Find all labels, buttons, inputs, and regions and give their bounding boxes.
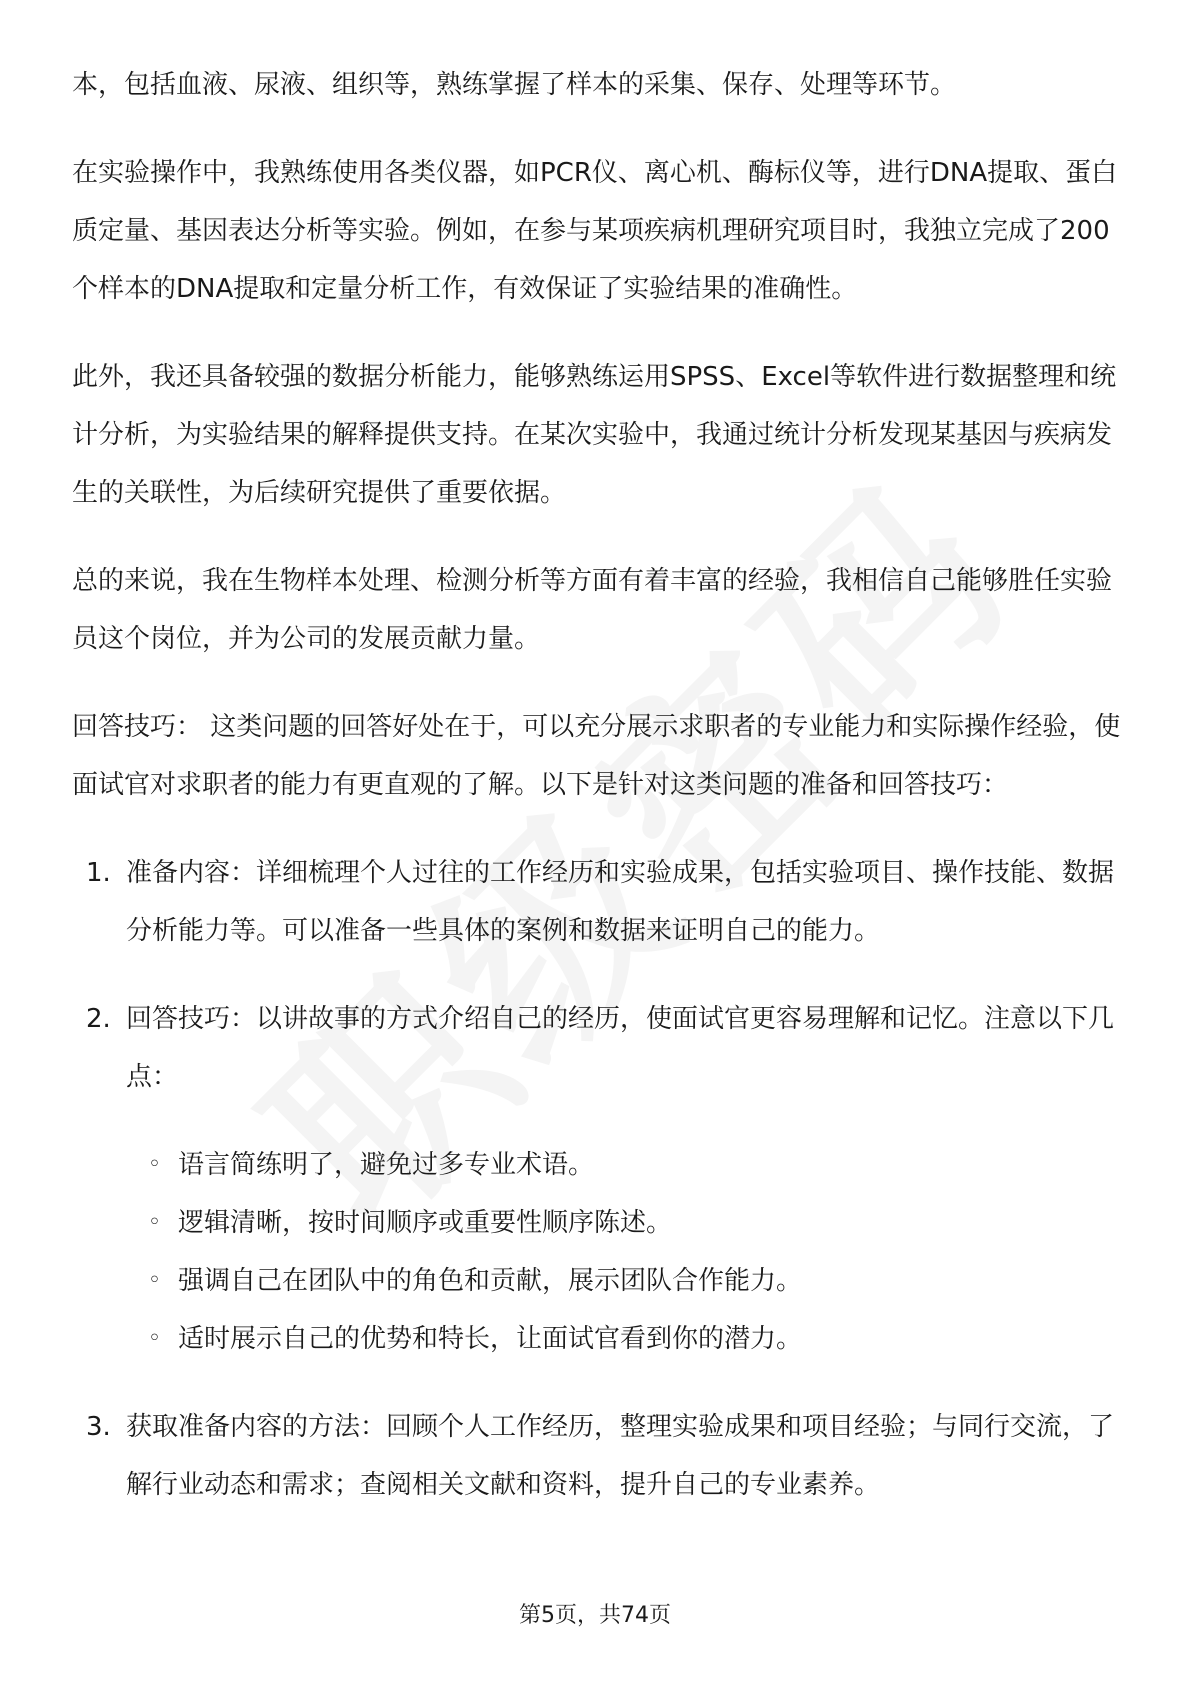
numbered-list (72, 844, 1122, 1514)
bullet-list (126, 1136, 1122, 1368)
paragraph: 本，包括血液、尿液、组织等，熟练掌握了样本的采集、保存、处理等环节。 (72, 70, 957, 100)
bullet-item (126, 1310, 1122, 1368)
list-number: 1. (86, 858, 111, 888)
bullet-icon: ◦ (148, 1152, 161, 1177)
bullet-item (126, 1252, 1122, 1310)
bullet-icon: ◦ (148, 1210, 161, 1235)
list-number: 3. (86, 1412, 111, 1442)
paragraph: 在实验操作中，我熟练使用各类仪器，如PCR仪、离心机、酶标仪等，进行DNA提取、蛋白质定量、基因表达分析等实验。例如，在参与某项疾病机理研究项目时，我独立完成了200个样本的DNA提取和定量分析工作，有效保证了实验结果的准确性。 (72, 158, 1118, 304)
bullet-item (126, 1136, 1122, 1194)
page-number-footer: 第5页，共74页 (519, 1603, 671, 1628)
list-item (72, 990, 1122, 1368)
list-item (72, 844, 1122, 960)
bullet-text: 语言简练明了，避免过多专业术语。 (178, 1150, 595, 1180)
list-item-text: 获取准备内容的方法：回顾个人工作经历，整理实验成果和项目经验；与同行交流，了解行业动态和需求；查阅相关文献和资料，提升自己的专业素养。 (126, 1412, 1115, 1500)
bullet-item (126, 1194, 1122, 1252)
paragraph: 回答技巧： 这类问题的回答好处在于，可以充分展示求职者的专业能力和实际操作经验，使面试官对求职者的能力有更直观的了解。以下是针对这类问题的准备和回答技巧： (72, 712, 1121, 800)
bullet-text: 逻辑清晰，按时间顺序或重要性顺序陈述。 (178, 1208, 673, 1238)
bullet-icon: ◦ (148, 1326, 161, 1351)
bullet-text: 强调自己在团队中的角色和贡献，展示团队合作能力。 (178, 1266, 803, 1296)
list-item (72, 1398, 1122, 1514)
list-item-text: 准备内容：详细梳理个人过往的工作经历和实验成果，包括实验项目、操作技能、数据分析能力等。可以准备一些具体的案例和数据来证明自己的能力。 (126, 858, 1115, 946)
paragraph: 总的来说，我在生物样本处理、检测分析等方面有着丰富的经验，我相信自己能够胜任实验员这个岗位，并为公司的发展贡献力量。 (72, 566, 1113, 654)
bullet-icon: ◦ (148, 1268, 161, 1293)
paragraph: 此外，我还具备较强的数据分析能力，能够熟练运用SPSS、Excel等软件进行数据整理和统计分析，为实验结果的解释提供支持。在某次实验中，我通过统计分析发现某基因与疾病发生的关联性，为后续研究提供了重要依据。 (72, 362, 1117, 508)
list-number: 2. (86, 1004, 111, 1034)
list-item-text: 回答技巧：以讲故事的方式介绍自己的经历，使面试官更容易理解和记忆。注意以下几点： (126, 1004, 1115, 1092)
document-body (72, 56, 1122, 1544)
bullet-text: 适时展示自己的优势和特长，让面试官看到你的潜力。 (178, 1324, 803, 1354)
